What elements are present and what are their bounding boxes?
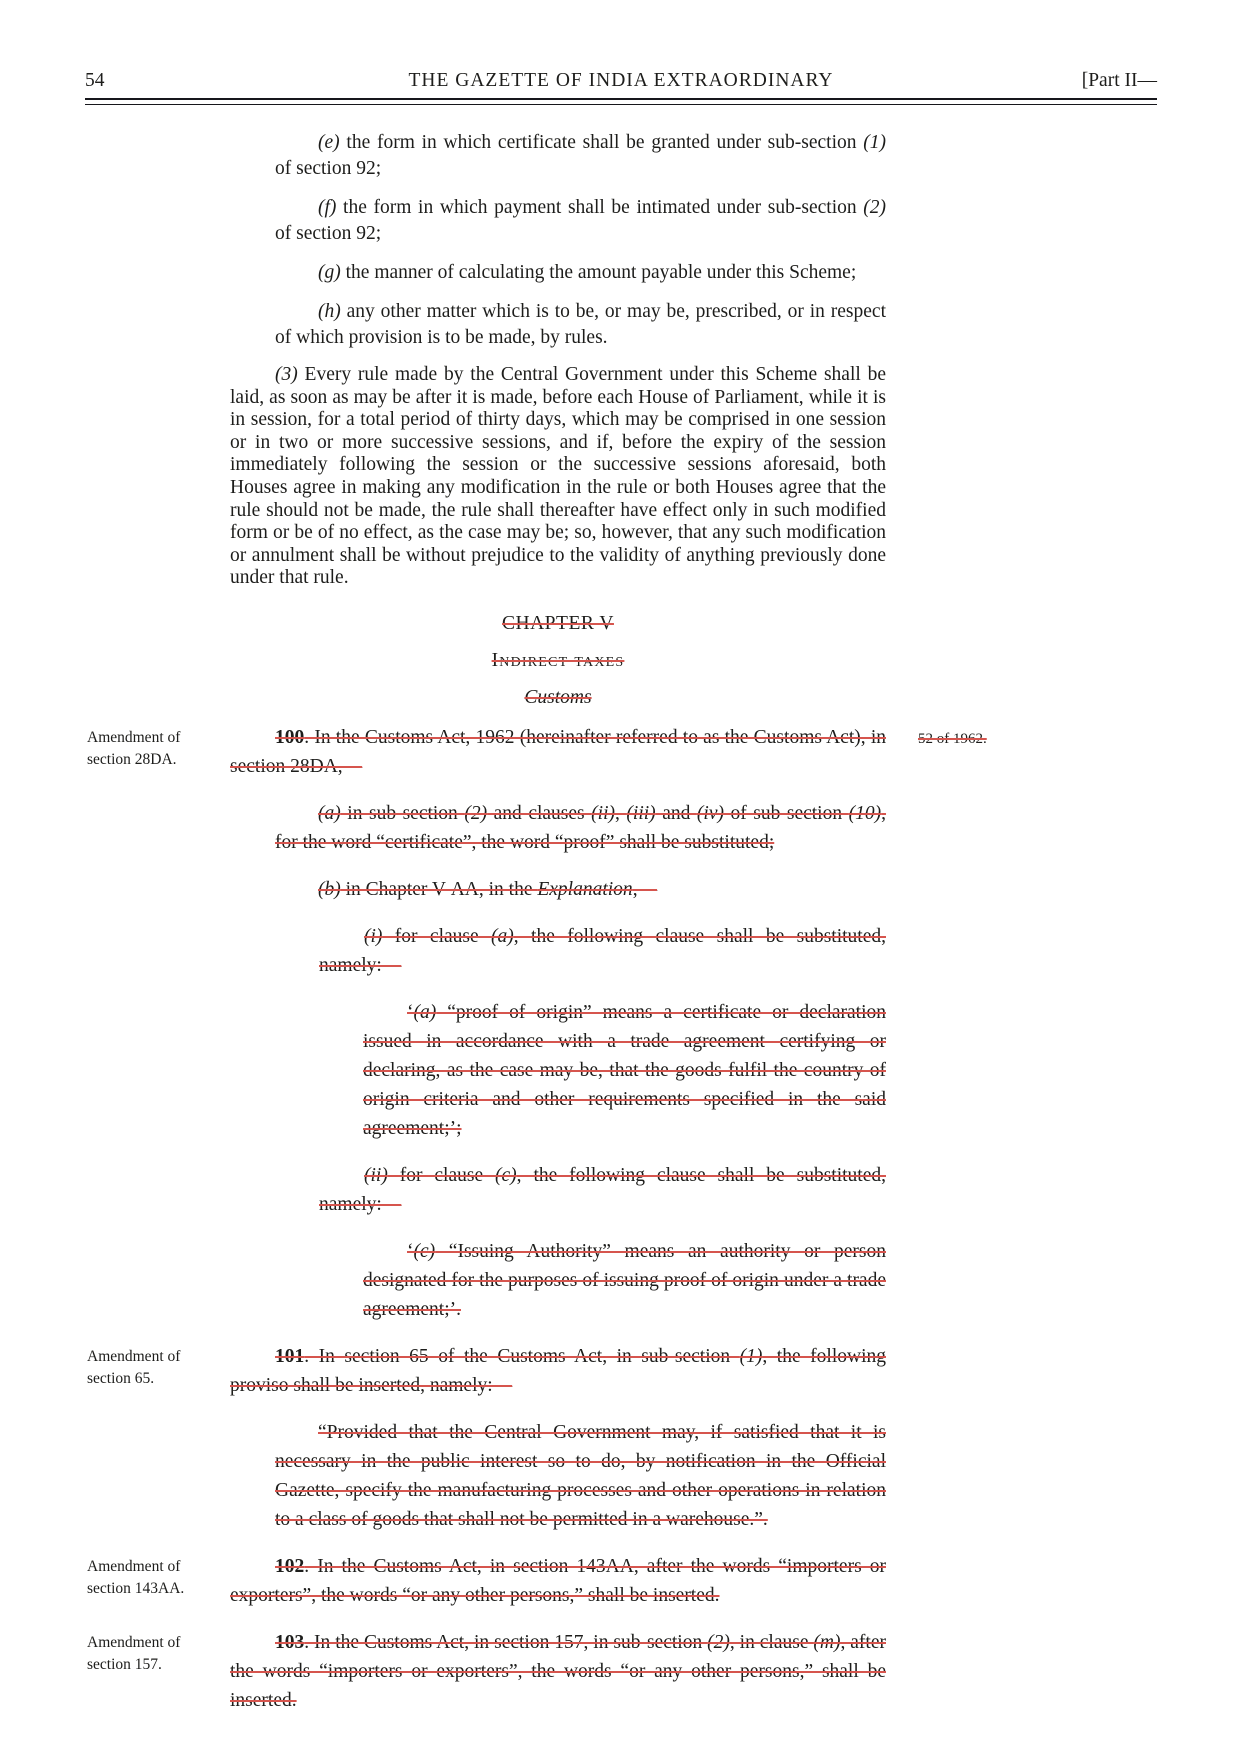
page-number: 54 xyxy=(85,70,105,91)
clause-a-paragraph: (a) in sub-section (2) and clauses (ii), (iii) and (iv) of sub-section (10), for the word “certificate”, the word “proof” shall be substituted; xyxy=(275,802,887,853)
section-102-paragraph: 102. In the Customs Act, in section 143AA, after the words “importers or exporters”, the words “or any other persons,” shall be inserted. xyxy=(230,1555,886,1606)
section-103-row xyxy=(87,1628,886,1715)
section-101-row xyxy=(87,1342,886,1400)
margin-note-65: Amendment of section 65. xyxy=(87,1347,181,1387)
page-header xyxy=(85,70,1157,92)
clause-g-paragraph: (g) the manner of calculating the amount payable under this Scheme; xyxy=(318,262,857,283)
clause-f-paragraph: (f) the form in which payment shall be intimated under sub-section (2) of section 92; xyxy=(275,197,886,244)
section-102-row xyxy=(87,1552,886,1610)
quoted-clause-c-paragraph: ‘(c) “Issuing Authority” means an authority or person designated for the purposes of issuing proof of origin under a trade agreement;’. xyxy=(363,1240,886,1320)
customs-heading: Customs xyxy=(524,686,592,708)
section-100-paragraph: 100. In the Customs Act, 1962 (hereinafter referred to as the Customs Act), in section 28DA,— xyxy=(230,726,886,777)
clause-e-paragraph: (e) the form in which certificate shall be granted under sub-section (1) of section 92; xyxy=(275,132,886,179)
clause-h-paragraph: (h) any other matter which is to be, or may be, prescribed, or in respect of which provision is to be made, by rules. xyxy=(275,301,886,348)
gazette-title: THE GAZETTE OF INDIA EXTRAORDINARY xyxy=(408,70,834,91)
margin-note-28da: Amendment of section 28DA. xyxy=(87,728,181,768)
section-103-paragraph: 103. In the Customs Act, in section 157, in sub-section (2), in clause (m), after the words “importers or exporters”, the words “or any other persons,” shall be inserted. xyxy=(230,1631,886,1711)
quoted-clause-a-paragraph: ‘(a) “proof of origin” means a certificate or declaration issued in accordance with a trade agreement certifying or declaring, as the case may be, that the goods fulfil the country of origin criteria and other requirements specified in the said agreement;’; xyxy=(363,1001,886,1139)
proviso-paragraph: “Provided that the Central Government may, if satisfied that it is necessary in the public interest so to do, by notification in the Official Gazette, specify the manufacturing processes and other operations in relation to a class of goods that shall not be permitted in a warehouse.”. xyxy=(275,1421,886,1530)
part-label: [Part II— xyxy=(1081,70,1157,91)
section-101-paragraph: 101. In section 65 of the Customs Act, in sub-section (1), the following proviso shall be inserted, namely:— xyxy=(230,1345,886,1396)
subclause-i-paragraph: (i) for clause (a), the following clause shall be substituted, namely:— xyxy=(319,925,886,976)
header-double-rule xyxy=(85,98,1157,105)
subsection-3-paragraph: (3) Every rule made by the Central Government under this Scheme shall be laid, as soon as may be after it is made, before each House of Parliament, while it is in session, for a total period of thirty days, which may be comprised in one session or in two or more successive sessions, and if, before the expiry of the session immediately following the session or the successive sessions aforesaid, both Houses agree in making any modification in the rule or both Houses agree that the rule should not be made, the rule shall thereafter have effect only in such modified form or be of no effect, as the case may be; so, however, that any such modification or annulment shall be without prejudice to the validity of anything previously done under that rule. xyxy=(230,364,886,589)
margin-note-157: Amendment of section 157. xyxy=(87,1633,181,1673)
section-100-row xyxy=(87,723,987,781)
subclause-ii-paragraph: (ii) for clause (c), the following clause shall be substituted, namely:— xyxy=(319,1164,886,1215)
indirect-taxes-heading: Indirect taxes xyxy=(491,649,625,671)
margin-note-52-1962: 52 of 1962. xyxy=(918,730,987,747)
body-text-column xyxy=(87,130,987,1733)
chapter-heading: CHAPTER V xyxy=(502,612,614,634)
clause-b-paragraph: (b) in Chapter V-AA, in the Explanation,— xyxy=(318,878,658,900)
margin-note-143aa: Amendment of section 143AA. xyxy=(87,1557,185,1597)
